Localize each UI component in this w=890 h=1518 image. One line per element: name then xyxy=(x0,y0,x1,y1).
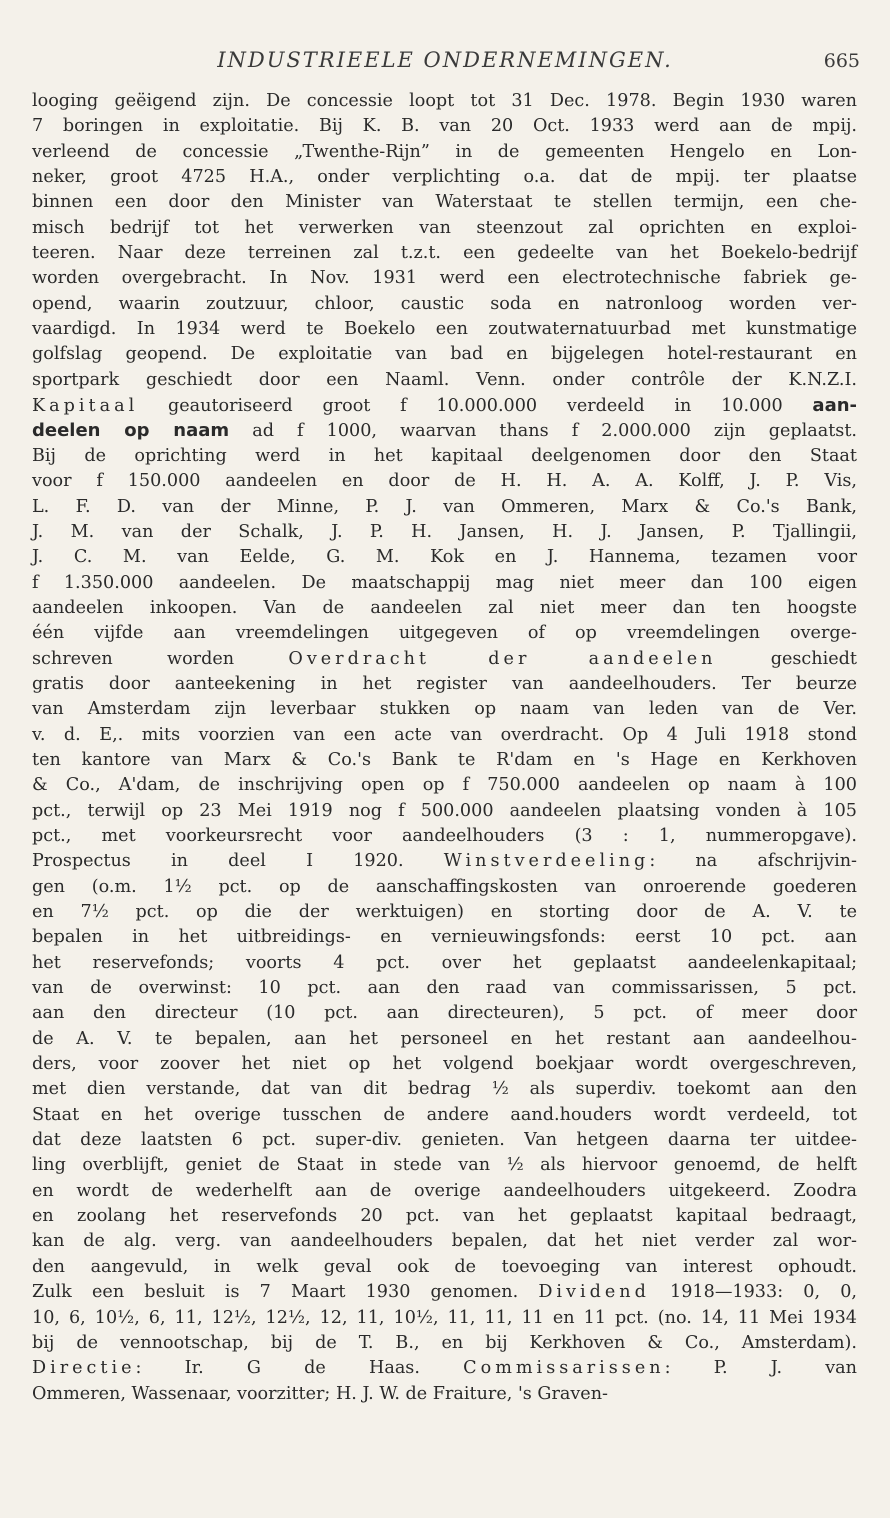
spaced-heading: Kapitaal xyxy=(32,396,139,417)
text-line: de A. V. te bepalen, aan het personeel en het restant aan aandeelhou- xyxy=(32,1028,857,1049)
text-line xyxy=(32,393,857,418)
text-line: Staat en het overige tusschen de andere aand.houders wordt verdeeld, tot xyxy=(32,1104,857,1125)
text-line: v. d. E,. mits voorzien van een acte van overdracht. Op 4 Juli 1918 stond xyxy=(32,724,857,745)
text-line: ders, voor zoover het niet op het volgend boekjaar wordt overgeschreven, xyxy=(32,1054,857,1075)
text-line: den aangevuld, in welk geval ook de toevoeging van interest ophoudt. xyxy=(32,1256,857,1277)
text-line: verleend de concessie „Twenthe-Rijn” in de gemeenten Hengelo en Lon- xyxy=(32,141,857,162)
text-line: en 7½ pct. op die der werktuigen) en storting door de A. V. te xyxy=(32,902,857,922)
text-line: misch bedrijf tot het verwerken van steenzout zal oprichten en exploi- xyxy=(32,217,857,238)
text-line: van de overwinst: 10 pct. aan den raad van commissarissen, 5 pct. xyxy=(32,978,857,999)
text-line: looging geëigend zijn. De concessie loopt tot 31 Dec. 1978. Begin 1930 waren xyxy=(32,91,857,111)
text-line: dat deze laatsten 6 pct. super-div. genieten. Van hetgeen daarna ter uitdee- xyxy=(32,1130,857,1151)
text-line: pct., terwijl op 23 Mei 1919 nog f 500.000 aandeelen plaatsing vonden à 105 xyxy=(32,800,857,821)
text-run: : na afschrijvin- xyxy=(649,851,857,872)
text-run: 1918—1933: 0, 0, xyxy=(649,1282,857,1303)
text-line: ling overblijft, geniet de Staat in stede van ½ als hiervoor genoemd, de helft xyxy=(32,1155,857,1176)
text-line: kan de alg. verg. van aandeelhouders bepalen, dat het niet verder zal wor- xyxy=(32,1231,857,1252)
text-line: sportpark geschiedt door een Naaml. Venn. onder contrôle der K.N.Z.I. xyxy=(32,369,857,390)
text-line: van Amsterdam zijn leverbaar stukken op naam van leden van de Ver. xyxy=(32,699,857,720)
text-run: ad f 1000, waarvan thans f 2.000.000 zijn geplaatst. xyxy=(229,421,857,442)
text-line: 7 boringen in exploitatie. Bij K. B. van 20 Oct. 1933 werd aan de mpij. xyxy=(32,116,857,137)
text-line: & Co., A'dam, de inschrijving open op f 750.000 aandeelen op naam à 100 xyxy=(32,775,857,796)
text-line: bij de vennootschap, bij de T. B., en bij Kerkhoven & Co., Amsterdam). xyxy=(32,1332,857,1353)
text-line: met dien verstande, dat van dit bedrag ½ als superdiv. toekomt aan den xyxy=(32,1079,857,1100)
body-text xyxy=(32,89,857,1407)
text-run: schreven worden xyxy=(32,648,289,669)
text-line: L. F. D. van der Minne, P. J. van Ommeren, Marx & Co.'s Bank, xyxy=(32,496,857,517)
running-title: INDUSTRIEELE ONDERNEMINGEN. xyxy=(217,48,673,72)
text-line: voor f 150.000 aandeelen en door de H. H. A. A. Kolff, J. P. Vis, xyxy=(32,471,857,492)
text-line: Bij de oprichting werd in het kapitaal deelgenomen door den Staat xyxy=(32,445,857,466)
text-line: opend, waarin zoutzuur, chloor, caustic soda en natronloog worden ver- xyxy=(32,293,857,314)
page-number: 665 xyxy=(823,50,860,72)
text-line: ten kantore van Marx & Co.'s Bank te R'dam en 's Hage en Kerkhoven xyxy=(32,749,857,770)
text-line xyxy=(32,647,857,672)
text-line: binnen een door den Minister van Waterstaat te stellen termijn, een che- xyxy=(32,192,857,213)
text-line xyxy=(32,418,857,443)
text-line: J. M. van der Schalk, J. P. H. Jansen, H. J. Jansen, P. Tjallingii, xyxy=(32,521,857,542)
text-line: één vijfde aan vreemdelingen uitgegeven of op vreemdelingen overge- xyxy=(32,623,857,644)
text-line: aandeelen inkoopen. Van de aandeelen zal niet meer dan ten hoogste xyxy=(32,597,857,618)
text-line: bepalen in het uitbreidings- en vernieuwingsfonds: eerst 10 pct. aan xyxy=(32,927,857,948)
text-line xyxy=(32,1356,857,1381)
text-line: gen (o.m. 1½ pct. op de aanschaffingskosten van onroerende goederen xyxy=(32,876,857,897)
spaced-heading: Commissarissen xyxy=(463,1358,665,1379)
bold-term: aan- xyxy=(812,395,857,417)
text-run: geautoriseerd groot f 10.000.000 verdeeld in 10.000 xyxy=(138,396,813,417)
text-run: : P. J. van xyxy=(664,1358,857,1379)
text-line: golfslag geopend. De exploitatie van bad en bijgelegen hotel-restaurant en xyxy=(32,344,857,365)
text-line: pct., met voorkeursrecht voor aandeelhouders (3 : 1, nummeropgave). xyxy=(32,825,857,846)
text-line: gratis door aanteekening in het register van aandeelhouders. Ter beurze xyxy=(32,673,857,694)
text-run: geschiedt xyxy=(716,648,857,669)
text-line xyxy=(32,1280,857,1305)
text-line: teeren. Naar deze terreinen zal t.z.t. een gedeelte van het Boekelo-bedrijf xyxy=(32,243,857,264)
text-line: vaardigd. In 1934 werd te Boekelo een zoutwaternatuurbad met kunstmatige xyxy=(32,319,857,340)
text-line: 10, 6, 10½, 6, 11, 12½, 12½, 12, 11, 10½, 11, 11, 11 en 11 pct. (no. 14, 11 Mei 1934 xyxy=(32,1307,857,1328)
text-line: en zoolang het reservefonds 20 pct. van het geplaatst kapitaal bedraagt, xyxy=(32,1206,857,1227)
text-line: neker, groot 4725 H.A., onder verplichting o.a. dat de mpij. ter plaatse xyxy=(32,167,857,188)
text-run: Zulk een besluit is 7 Maart 1930 genomen. xyxy=(32,1282,539,1303)
text-line: en wordt de wederhelft aan de overige aandeelhouders uitgekeerd. Zoodra xyxy=(32,1180,857,1201)
spaced-heading: Overdracht der aandeelen xyxy=(288,648,717,669)
text-line: Ommeren, Wassenaar, voorzitter; H. J. W. de Fraiture, 's Graven- xyxy=(32,1383,608,1404)
text-line: worden overgebracht. In Nov. 1931 werd een electrotechnische fabriek ge- xyxy=(32,268,857,289)
text-run: : Ir. G de Haas. xyxy=(135,1358,464,1379)
bold-term: deelen op naam xyxy=(32,420,230,442)
spaced-heading: Winstverdeeling xyxy=(443,851,650,872)
spaced-heading: Directie xyxy=(32,1358,136,1379)
page-header xyxy=(0,48,890,78)
text-line: aan den directeur (10 pct. aan directeuren), 5 pct. of meer door xyxy=(32,1003,857,1024)
text-line xyxy=(32,849,857,874)
spaced-heading: Dividend xyxy=(538,1282,650,1303)
text-run: Prospectus in deel I 1920. xyxy=(32,851,444,872)
text-line: het reservefonds; voorts 4 pct. over het geplaatst aandeelenkapitaal; xyxy=(32,952,857,973)
text-line: J. C. M. van Eelde, G. M. Kok en J. Hannema, tezamen voor xyxy=(32,547,857,568)
text-line: f 1.350.000 aandeelen. De maatschappij mag niet meer dan 100 eigen xyxy=(32,572,857,593)
